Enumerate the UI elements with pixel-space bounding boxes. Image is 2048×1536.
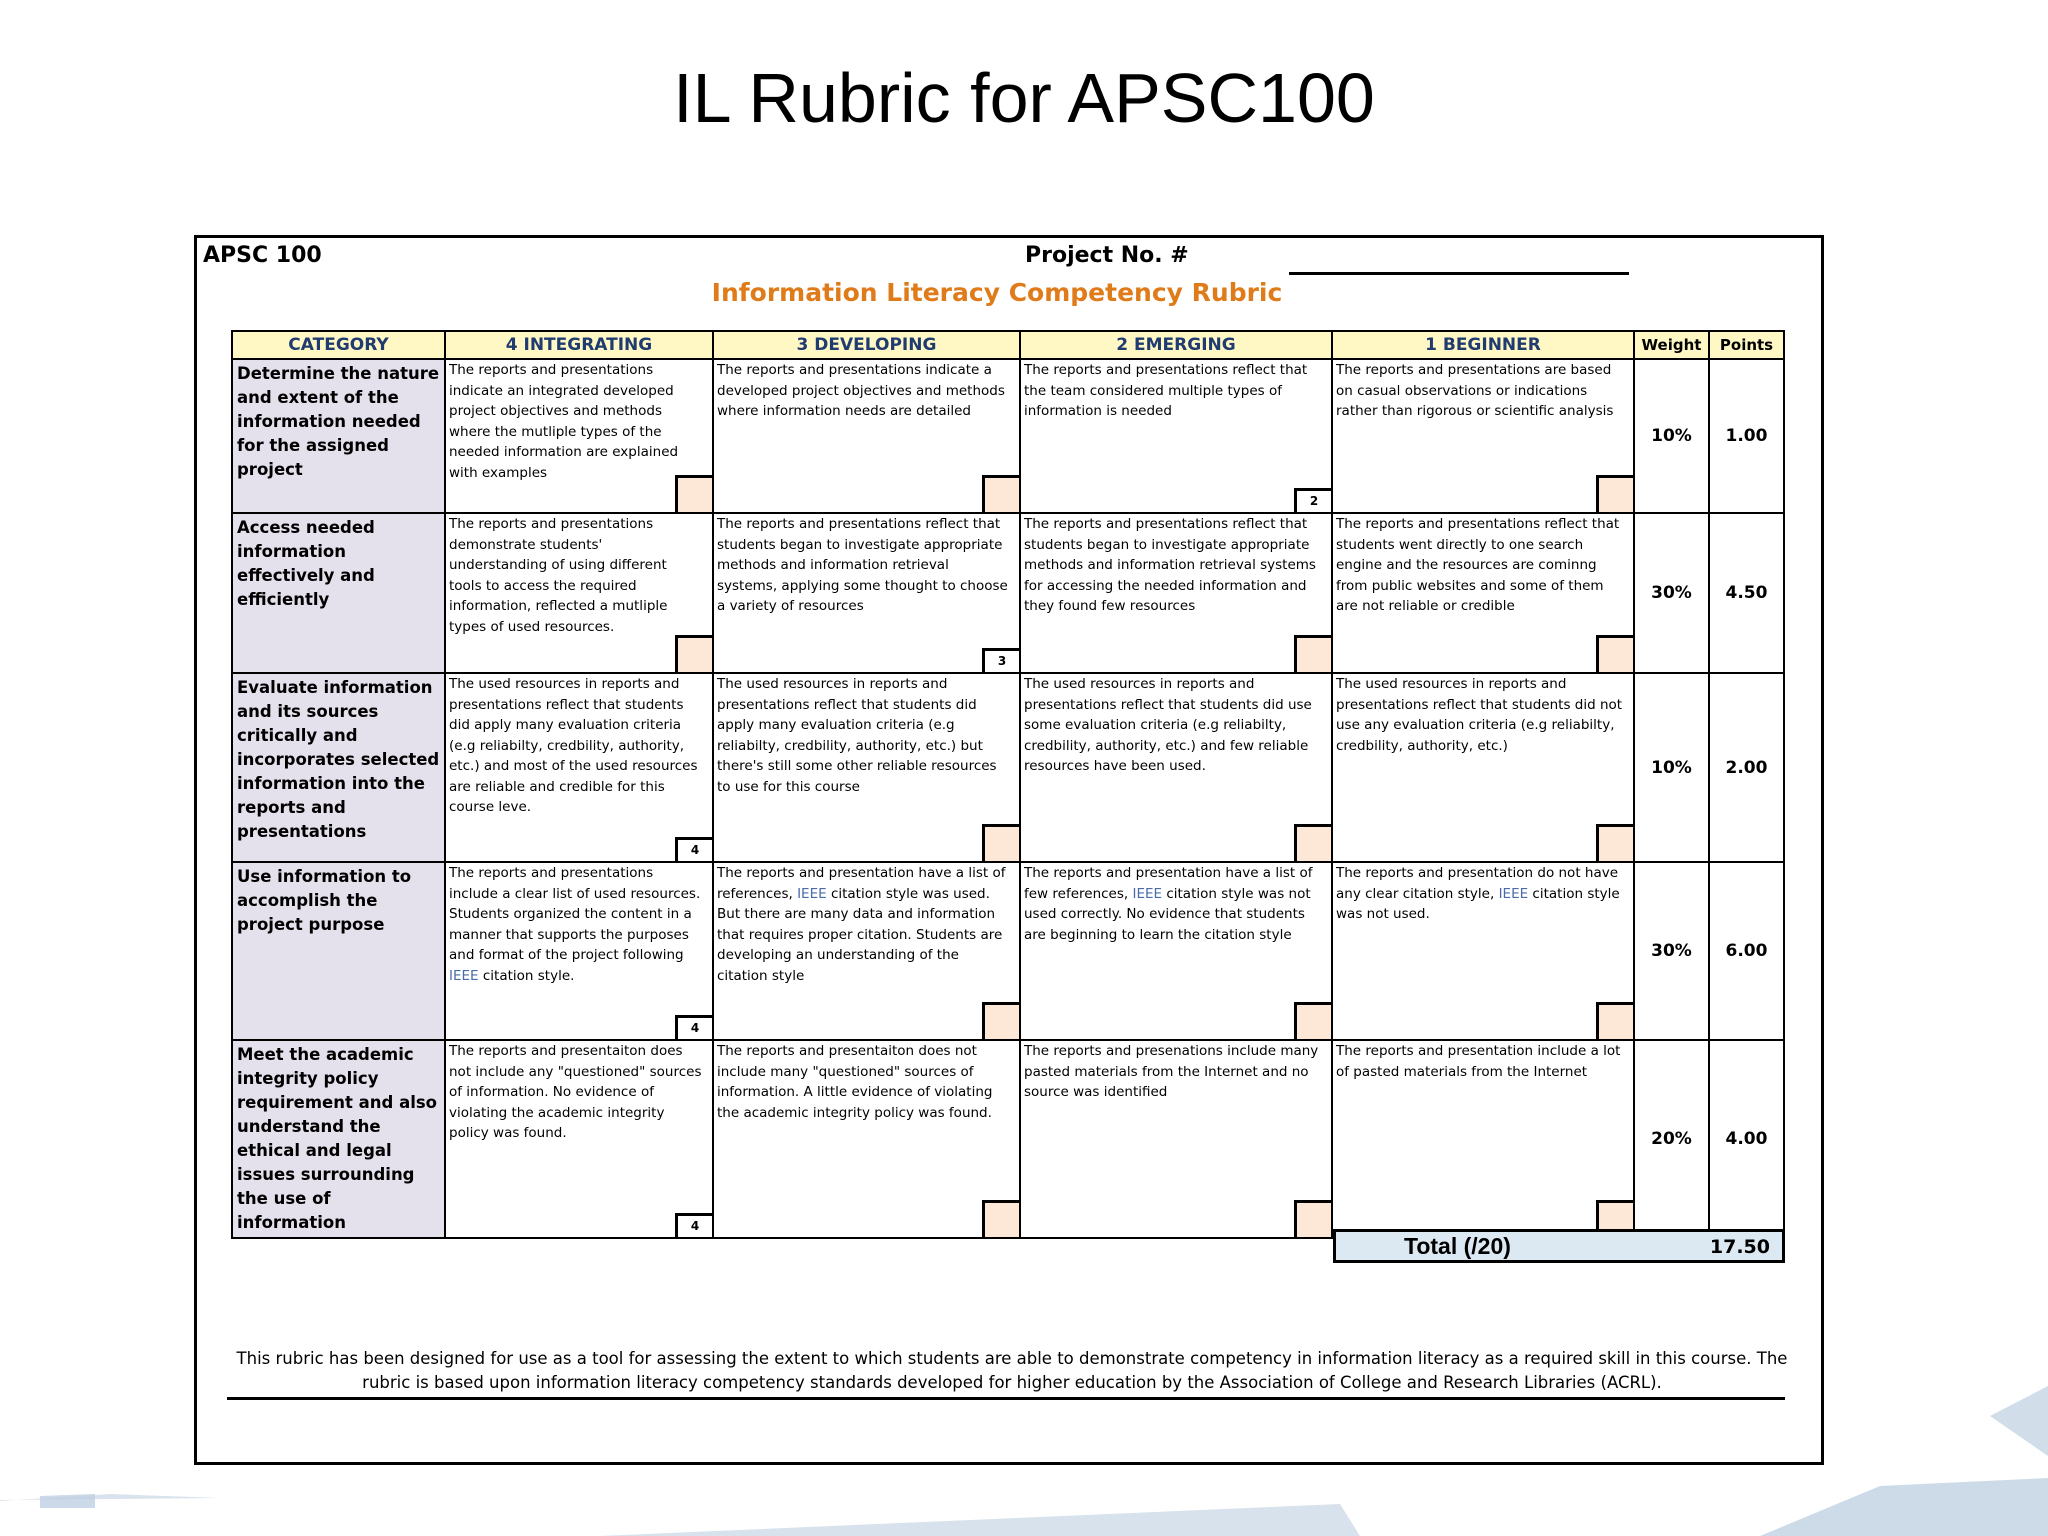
criteria-text: The reports and presentation have a list of references, IEEE citation style was used. But there are many data and information that requires proper citation. Students are developing an understanding of the citation style [717,865,1006,984]
points-cell: 4.50 [1709,513,1784,673]
header-row [232,331,1784,359]
criteria-text: The reports and presentaiton does not include many "questioned" sources of information. A little evidence of violating the academic integrity policy was found. [717,1043,993,1121]
criteria-text: The reports and presentations reflect that students began to investigate appropriate methods and information retrieval systems for accessing the needed information and they found few resources [1024,516,1316,614]
criteria-cell [713,1040,1020,1238]
criteria-cell [1020,513,1332,673]
table-row [232,862,1784,1040]
total-value: 17.50 [1709,1236,1770,1258]
score-box[interactable] [1294,824,1331,861]
table-row [232,513,1784,673]
weight-cell: 30% [1634,513,1709,673]
criteria-cell [713,359,1020,513]
criteria-cell [713,513,1020,673]
score-box[interactable] [1596,824,1633,861]
category-cell: Access needed information effectively and efficiently [232,513,445,673]
criteria-cell [1332,862,1634,1040]
score-box[interactable] [1294,635,1331,672]
weight-cell: 20% [1634,1040,1709,1238]
points-cell: 6.00 [1709,862,1784,1040]
criteria-cell [1332,673,1634,862]
score-box[interactable]: 2 [1294,488,1331,512]
slide-title: IL Rubric for APSC100 [673,59,1375,137]
score-box[interactable] [982,475,1019,512]
header-weight: Weight [1634,331,1709,359]
score-box[interactable] [1294,1002,1331,1039]
table-row [232,673,1784,862]
course-code: APSC 100 [203,243,322,268]
criteria-text: The reports and presentations indicate a developed project objectives and methods where information needs are detailed [717,362,1005,419]
table-row [232,1040,1784,1238]
criteria-cell [713,862,1020,1040]
score-box[interactable] [1294,1200,1331,1237]
header-level-2: 2 EMERGING [1020,331,1332,359]
criteria-text: The reports and presentaiton does not include any "questioned" sources of information. No evidence of violating the academic integrity policy was found. [449,1043,702,1141]
weight-cell: 30% [1634,862,1709,1040]
total-label: Total (/20) [1404,1233,1511,1259]
header-level-1: 1 BEGINNER [1332,331,1634,359]
score-box[interactable] [675,635,712,672]
criteria-cell [1332,1040,1634,1238]
header-points: Points [1709,331,1784,359]
rubric-title: Information Literacy Competency Rubric [711,278,1283,307]
score-box[interactable] [982,1200,1019,1237]
project-number-label: Project No. # [1025,243,1189,268]
criteria-text: The reports and presentations demonstrate students' understanding of using different tools to access the required information, reflected a mutliple types of used resources. [449,516,668,635]
rubric-table [231,330,1785,1239]
weight-cell: 10% [1634,359,1709,513]
header-level-3: 3 DEVELOPING [713,331,1020,359]
criteria-text: The reports and presentation have a list of few references, IEEE citation style was not used correctly. No evidence that students are beginning to learn the citation style [1024,865,1313,943]
table-row [232,359,1784,513]
criteria-cell [445,1040,713,1238]
criteria-cell [1332,359,1634,513]
criteria-text: The used resources in reports and presentations reflect that students did apply many evaluation criteria (e.g reliabilty, credbility, authority, etc.) and most of the used resources are reliable and credible for this course leve. [449,676,698,815]
points-cell: 1.00 [1709,359,1784,513]
total-box [1333,1229,1785,1263]
criteria-cell [445,513,713,673]
criteria-text: The reports and presentations indicate an integrated developed project objectives and methods where the mutliple types of the needed information are explained with examples [449,362,679,481]
weight-cell: 10% [1634,673,1709,862]
criteria-cell [1020,673,1332,862]
criteria-cell [1332,513,1634,673]
criteria-cell [445,673,713,862]
criteria-text: The used resources in reports and presentations reflect that students did use some evaluation criteria (e.g reliabilty, credbility, authority, etc.) and few reliable resources have been used. [1024,676,1312,774]
criteria-text: The reports and presentations reflect that students went directly to one search engine and the resources are cominng from public websites and some of them are not reliable or credible [1336,516,1620,614]
criteria-text: The reports and presentations reflect that students began to investigate appropriate methods and information retrieval systems, applying some thought to choose a variety of resources [717,516,1008,614]
category-cell: Meet the academic integrity policy requirement and also understand the ethical and legal issues surrounding the use of information [232,1040,445,1238]
criteria-cell [1020,359,1332,513]
points-cell: 2.00 [1709,673,1784,862]
criteria-cell [1020,862,1332,1040]
criteria-text: The reports and presentations include a clear list of used resources. Students organized the content in a manner that supports the purposes and format of the project following IEEE citation style. [449,865,701,984]
criteria-text: The used resources in reports and presentations reflect that students did not use any evaluation criteria (e.g reliabilty, credbility, authority, etc.) [1336,676,1623,754]
criteria-cell [445,862,713,1040]
rubric-sheet [194,235,1824,1465]
score-box[interactable] [1596,475,1633,512]
criteria-text: The reports and presentations reflect that the team considered multiple types of information is needed [1024,362,1308,419]
criteria-text: The reports and presentations are based on casual observations or indications rather than rigorous or scientific analysis [1336,362,1614,419]
criteria-cell [713,673,1020,862]
criteria-text: The reports and presentation include a lot of pasted materials from the Internet [1336,1043,1621,1080]
score-box[interactable] [982,1002,1019,1039]
score-box[interactable] [675,475,712,512]
category-cell: Determine the nature and extent of the information needed for the assigned project [232,359,445,513]
category-cell: Use information to accomplish the project purpose [232,862,445,1040]
criteria-cell [445,359,713,513]
criteria-text: The used resources in reports and presentations reflect that students did apply many evaluation criteria (e.g reliabilty, credbility, authority, etc.) but there's still some other reliable resources to use for this course [717,676,997,795]
rubric-footnote: This rubric has been designed for use as a tool for assessing the extent to which students are able to demonstrate competency in information literacy as a required skill in this course. The rubric is based upon information literacy competency standards developed for higher education by the Association of College and Research Libraries (ACRL). [236,1349,1788,1392]
footnote-divider [227,1397,1785,1400]
points-cell: 4.00 [1709,1040,1784,1238]
header-level-4: 4 INTEGRATING [445,331,713,359]
criteria-text: The reports and presenations include many pasted materials from the Internet and no source was identified [1024,1043,1319,1100]
criteria-cell [1020,1040,1332,1238]
score-box[interactable]: 4 [675,1015,712,1039]
score-box[interactable] [982,824,1019,861]
score-box[interactable]: 4 [675,837,712,861]
score-box[interactable]: 3 [982,648,1019,672]
project-number-blank [1289,272,1629,275]
criteria-text: The reports and presentation do not have any clear citation style, IEEE citation style was not used. [1336,865,1620,922]
score-box[interactable] [1596,635,1633,672]
score-box[interactable] [1596,1002,1633,1039]
category-cell: Evaluate information and its sources critically and incorporates selected information into the reports and presentations [232,673,445,862]
score-box[interactable]: 4 [675,1213,712,1237]
header-category: CATEGORY [232,331,445,359]
